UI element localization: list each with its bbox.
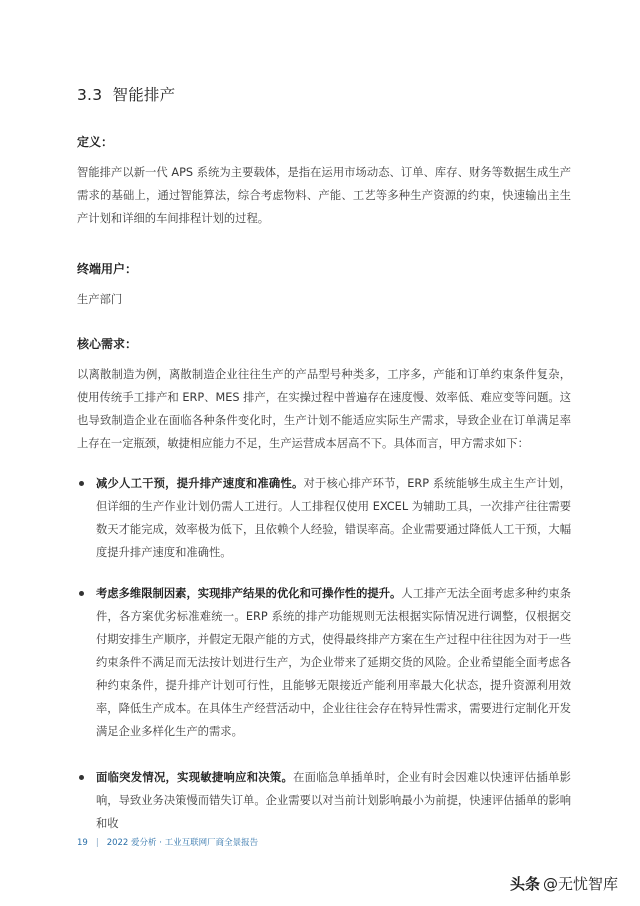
bullet-dot-icon bbox=[79, 775, 84, 780]
page-footer bbox=[77, 836, 258, 848]
end-user-label: 终端用户： bbox=[77, 262, 138, 276]
watermark bbox=[510, 873, 618, 894]
bullet-dot-icon bbox=[79, 481, 84, 486]
definition-label: 定义： bbox=[77, 135, 114, 149]
list-item-text bbox=[96, 766, 571, 835]
list-item bbox=[77, 766, 571, 835]
list-item bbox=[77, 472, 571, 564]
page-number: 19 bbox=[77, 838, 88, 848]
core-needs-label: 核心需求： bbox=[77, 337, 138, 351]
report-title: 2022 爱分析 · 工业互联网厂商全景报告 bbox=[106, 838, 259, 848]
list-item-text bbox=[96, 582, 571, 743]
list-item-heading: 面临突发情况，实现敏捷响应和决策。 bbox=[96, 771, 294, 784]
list-item bbox=[77, 582, 571, 743]
list-item-body: 对于核心排产环节，ERP 系统能够生成主生产计划，但详细的生产作业计划仍需人工进行。人工排程仅使用 EXCEL 为辅助工具，一次排产往往需要数天才能完成，效率极为低下，且依赖个人经验，错误率高。企业需要通过降低人工干预，大幅度提升排产速度和准确性。 bbox=[96, 477, 571, 559]
list-item-text bbox=[96, 472, 571, 564]
watermark-handle: @无忧智库 bbox=[542, 875, 618, 893]
end-user-text: 生产部门 bbox=[77, 293, 123, 306]
watermark-logo: 头条 bbox=[509, 875, 540, 893]
list-item-body: 人工排产无法全面考虑多种约束条件，各方案优劣标准难统一。ERP 系统的排产功能规则无法根据实际情况进行调整，仅根据交付期安排生产顺序，并假定无限产能的方式，使得最终排产方案在生产过程中往往因为对于一些约束条件不满足而无法按计划进行生产，为企业带来了延期交货的风险。企业希望能全面考虑各种约束条件，提升排产计划可行性，且能够无限接近产能利用率最大化状态，提升资源利用效率，降低生产成本。在具体生产经营活动中，企业往往会存在特异性需求，需要进行定制化开发满足企业多样化生产的需求。 bbox=[96, 587, 571, 738]
section-heading bbox=[77, 83, 175, 105]
section-number: 3.3 bbox=[77, 86, 103, 104]
bullet-dot-icon bbox=[79, 591, 84, 596]
section-title: 智能排产 bbox=[112, 86, 176, 104]
list-item-body: 在面临急单插单时，企业有时会因难以快速评估插单影响，导致业务决策慢而错失订单。企业需要以对当前计划影响最小为前提，快速评估插单的影响和收 bbox=[96, 771, 571, 830]
footer-separator: | bbox=[95, 838, 99, 848]
definition-text: 智能排产以新一代 APS 系统为主要载体，是指在运用市场动态、订单、库存、财务等数据生成生产需求的基础上，通过智能算法，综合考虑物料、产能、工艺等多种生产资源的约束，快速输出主生产计划和详细的车间排程计划的过程。 bbox=[77, 166, 571, 225]
list-item-heading: 考虑多维限制因素，实现排产结果的优化和可操作性的提升。 bbox=[96, 587, 402, 600]
core-needs-intro: 以离散制造为例，离散制造企业往往生产的产品型号种类多，工序多，产能和订单约束条件复杂，使用传统手工排产和 ERP、MES 排产，在实操过程中普遍存在速度慢、效率低、难应变等问题。这也导致制造企业在面临各种条件变化时，生产计划不能适应实际生产需求，导致企业在订单满足率上存在一定瓶颈，敏捷相应能力不足，生产运营成本居高不下。具体而言，甲方需求如下： bbox=[77, 368, 571, 450]
list-item-heading: 减少人工干预，提升排产速度和准确性。 bbox=[96, 477, 304, 490]
